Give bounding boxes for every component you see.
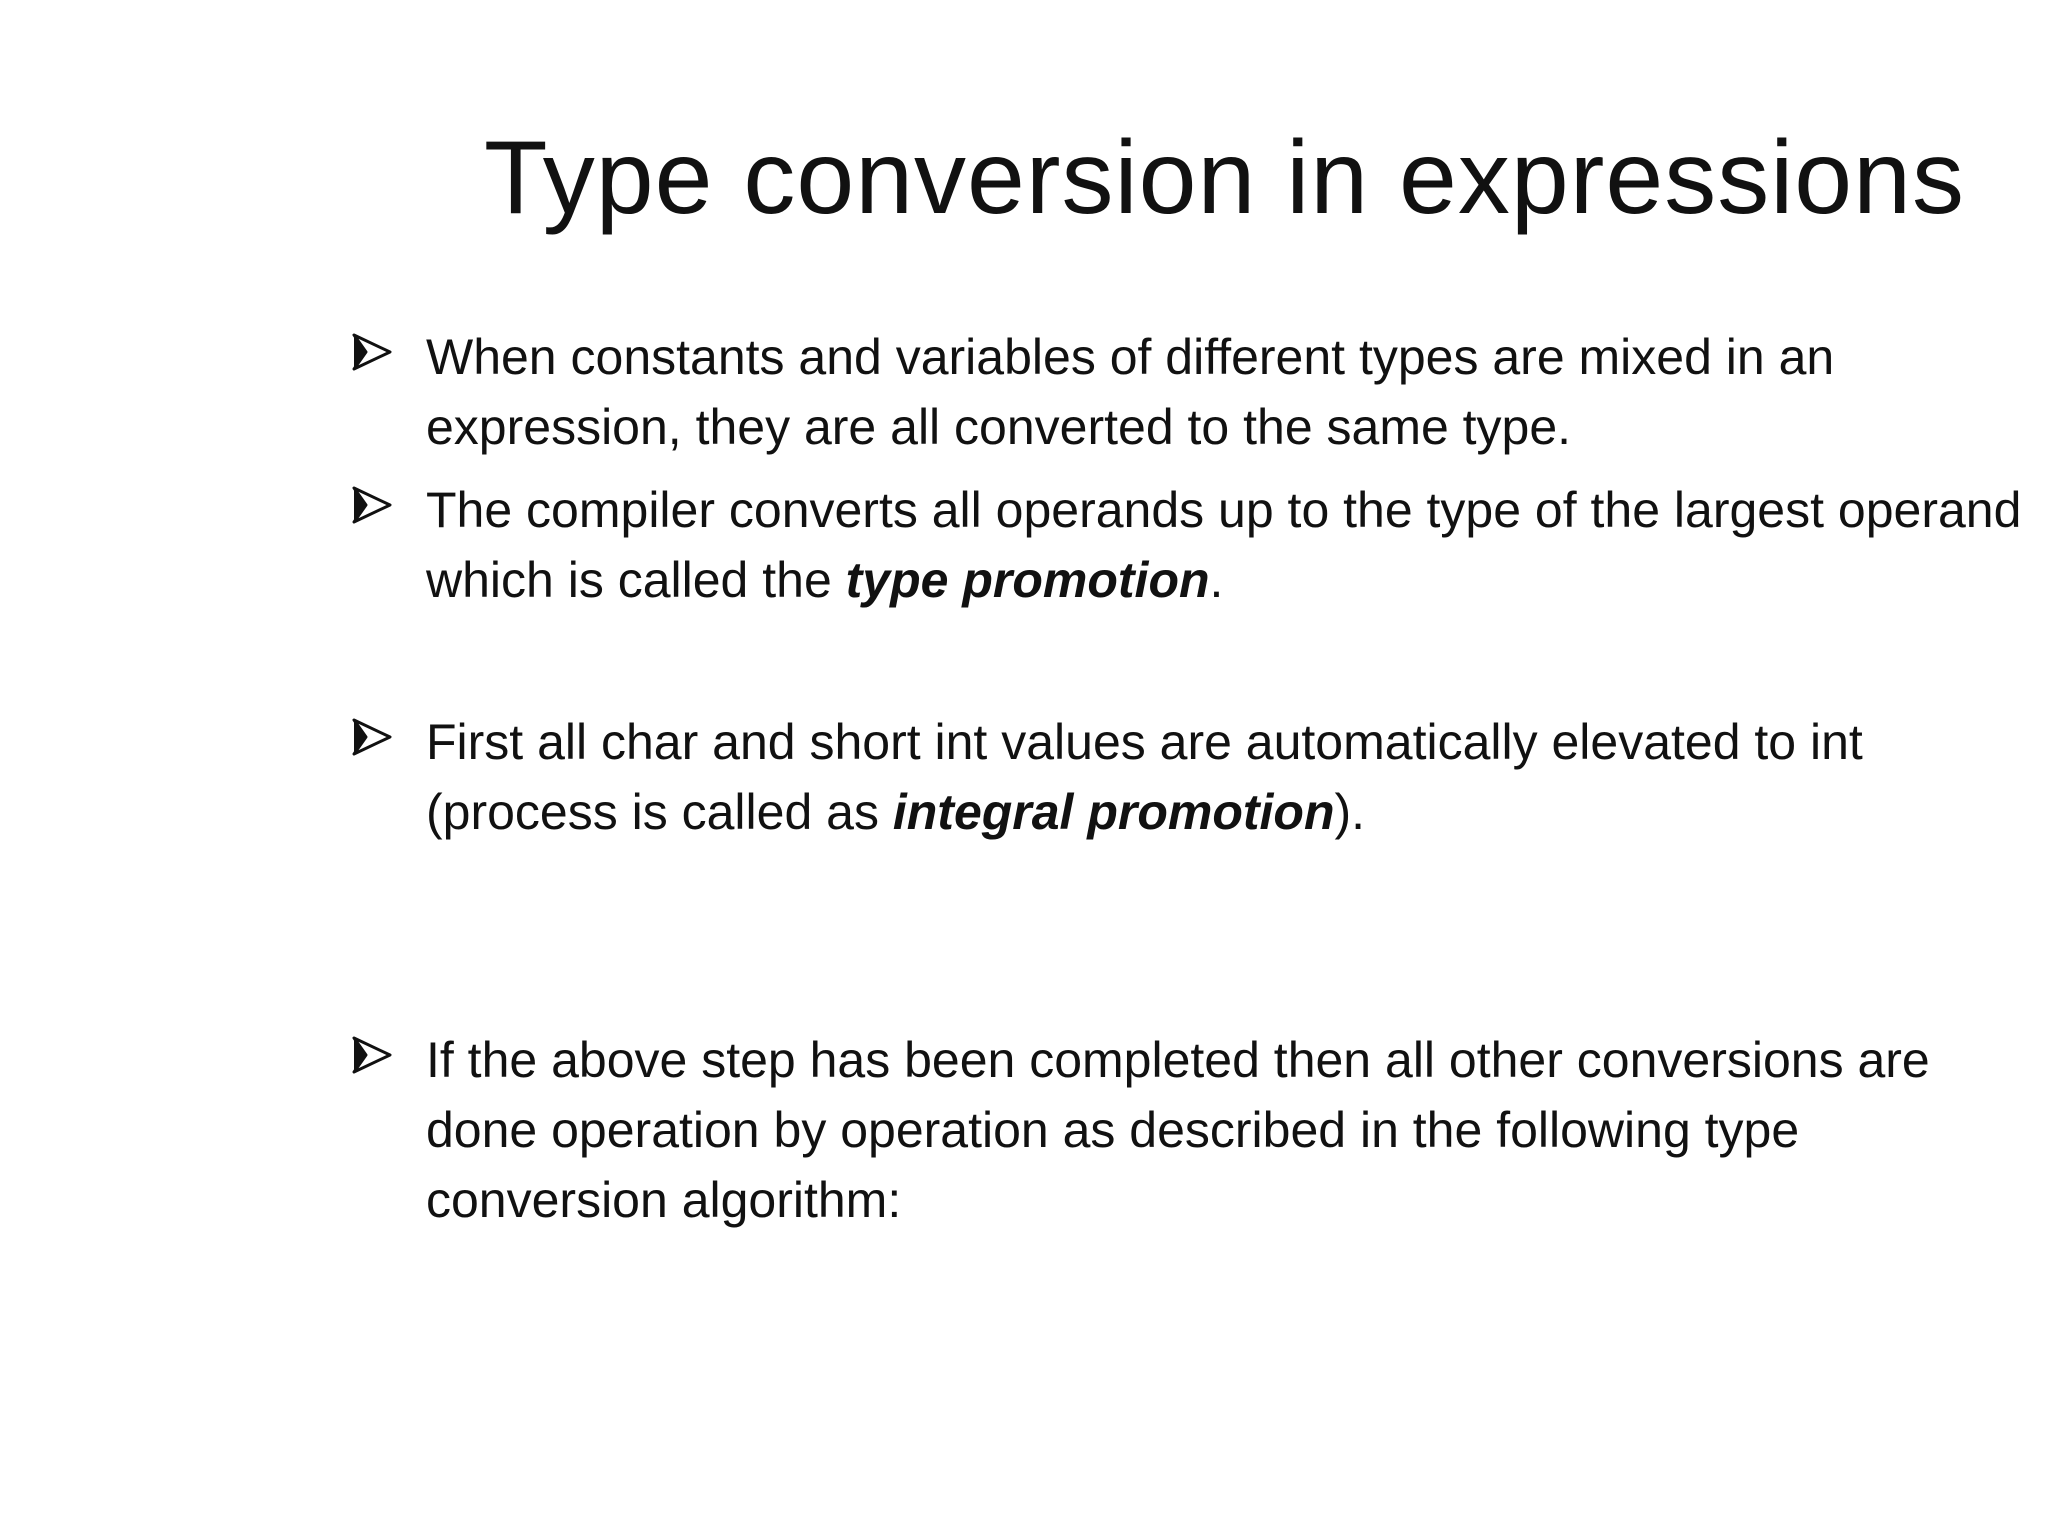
slide-title: Type conversion in expressions <box>484 119 1965 236</box>
bullet-item <box>350 707 2030 847</box>
bullet-text-part: First all char and short int values are automatically elevated to int (process is called as <box>426 714 1863 840</box>
bullet-item <box>350 322 2030 462</box>
bullet-item <box>350 475 2030 615</box>
emphasis-term: type promotion <box>845 552 1210 608</box>
emphasis-term: integral promotion <box>892 784 1335 840</box>
bullet-text: When constants and variables of different types are mixed in an expression, they are all converted to the same type. <box>426 329 1835 455</box>
bullet-text <box>426 475 2030 615</box>
bullet-text-part: . <box>1209 552 1224 608</box>
bullet-item <box>350 1025 2030 1235</box>
arrow-bullet-icon <box>350 483 394 527</box>
arrow-bullet-icon <box>350 1033 394 1077</box>
bullet-text <box>426 707 2030 847</box>
bullet-text-part: ). <box>1334 784 1366 840</box>
bullet-text-part: The compiler converts all operands up to the type of the largest operand which is called the <box>426 482 2022 608</box>
arrow-bullet-icon <box>350 715 394 759</box>
arrow-bullet-icon <box>350 330 394 374</box>
bullet-text: If the above step has been completed then all other conversions are done operation by operation as described in the following type conversion algorithm: <box>426 1032 1930 1228</box>
